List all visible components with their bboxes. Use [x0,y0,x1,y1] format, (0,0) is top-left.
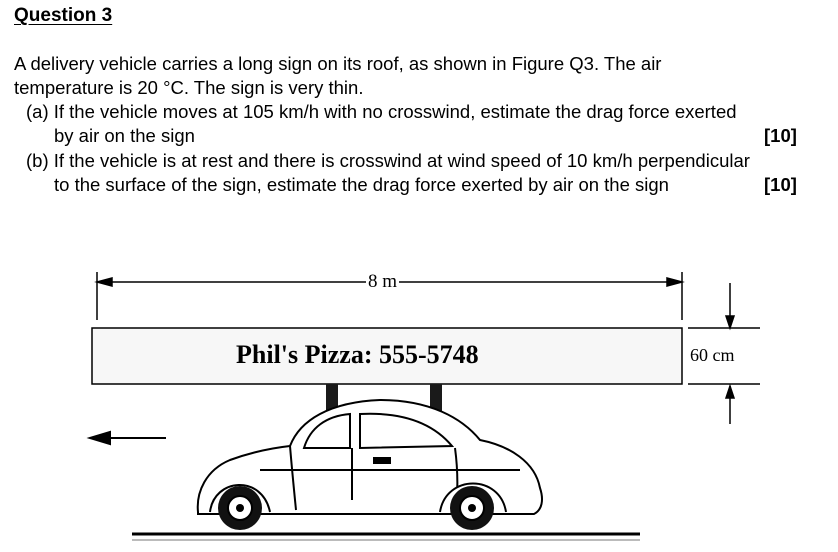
intro-line-1: A delivery vehicle carries a long sign on its roof, as shown in Figure Q3. The air [14,53,662,74]
intro-line-2: temperature is 20 °C. The sign is very thin. [14,77,364,98]
height-label: 60 cm [690,345,735,365]
wheel-front [218,486,262,530]
length-label: 8 m [368,271,398,292]
sign-text: Phil's Pizza: 555-5748 [236,340,479,369]
question-title: Question 3 [14,5,113,26]
part-b-line-2: to the surface of the sign, estimate the drag force exerted by air on the sign [54,174,669,195]
part-a-marks: [10] [764,125,797,146]
part-b-marks: [10] [764,174,797,195]
wheel-rear [450,486,494,530]
motion-arrow [90,432,166,444]
part-a-line-1: (a) If the vehicle moves at 105 km/h with no crosswind, estimate the drag force exerted [26,101,737,122]
part-b-line-1: (b) If the vehicle is at rest and there is crosswind at wind speed of 10 km/h perpendicular [26,150,750,171]
part-a-line-2: by air on the sign [54,125,195,146]
